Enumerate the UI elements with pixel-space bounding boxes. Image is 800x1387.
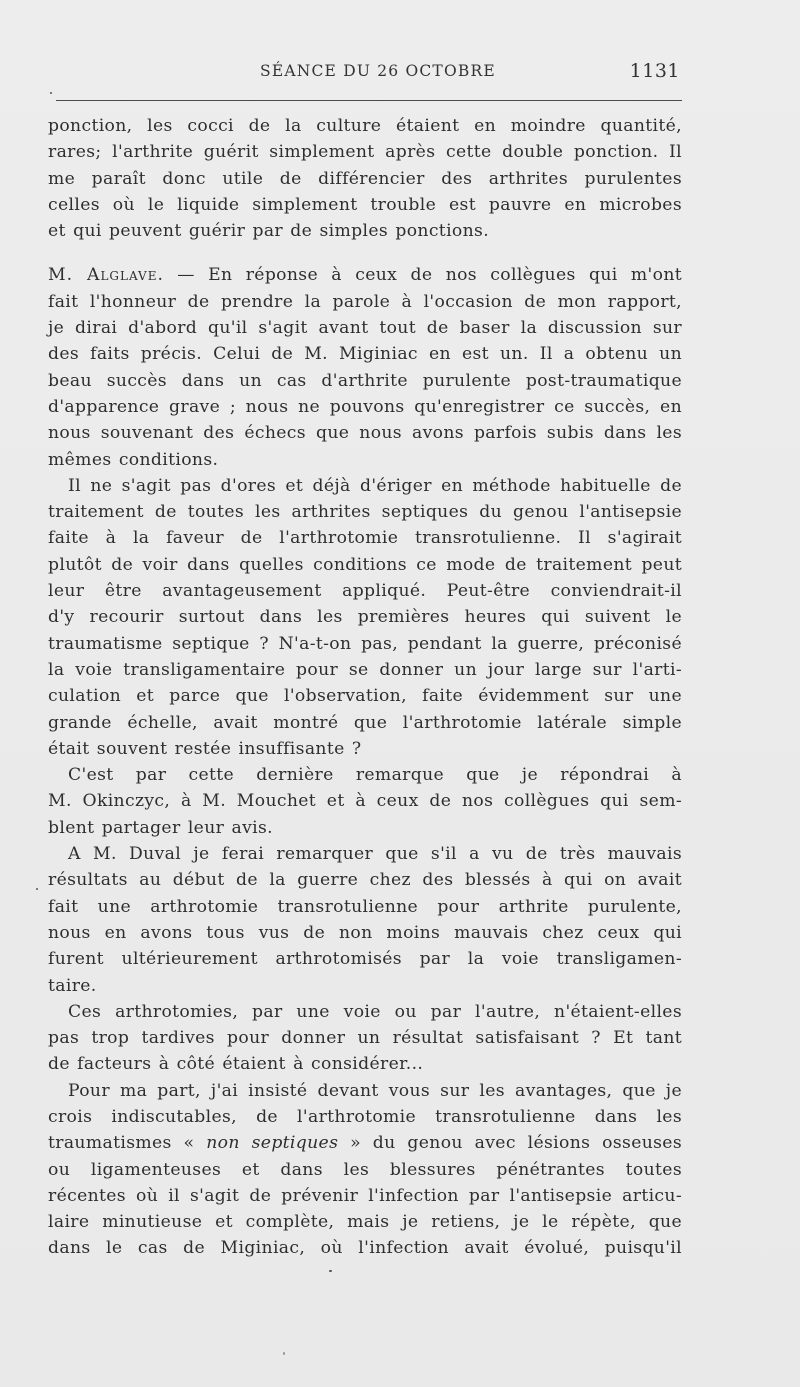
text-line: d'apparence grave ; nous ne pouvons qu'enregistrer ce succès, en: [48, 396, 682, 417]
text-line: fait l'honneur de prendre la parole à l'occasion de mon rapport,: [48, 291, 682, 312]
text-line: des faits précis. Celui de M. Miginiac en est un. Il a obtenu un: [48, 344, 682, 365]
paragraph-7: [48, 1078, 682, 1262]
text-line: grande échelle, avait montré que l'arthrotomie latérale simple: [48, 712, 682, 733]
text-line: traumatisme septique ? N'a-t-on pas, pendant la guerre, préconisé: [48, 633, 682, 654]
text-line: M. Okinczyc, à M. Mouchet et à ceux de nos collègues qui sem-: [48, 791, 682, 812]
print-speck: [283, 1352, 285, 1355]
text-line: pas trop tardives pour donner un résultat satisfaisant ? Et tant: [48, 1028, 682, 1049]
italic-emphasis: non septiques: [206, 1133, 339, 1154]
text-line: culation et parce que l'observation, faite évidemment sur une: [48, 686, 682, 707]
page-number: 1131: [629, 60, 680, 82]
print-speck: [329, 1270, 332, 1272]
text-line: leur être avantageusement appliqué. Peut-être conviendrait-il: [48, 581, 682, 602]
text-line: blent partager leur avis.: [48, 817, 273, 838]
text-line: [48, 1130, 682, 1156]
text-line: C'est par cette dernière remarque que je répondrai à: [68, 765, 682, 786]
text-line: Pour ma part, j'ai insisté devant vous sur les avantages, que je: [68, 1080, 682, 1101]
running-title: SÉANCE DU 26 OCTOBRE: [260, 62, 496, 80]
text-line: taire.: [48, 975, 97, 996]
text-line: laire minutieuse et complète, mais je retiens, je le répète, que: [48, 1212, 682, 1233]
paragraph-4: [48, 762, 682, 841]
text-line: ponction, les cocci de la culture étaient en moindre quantité,: [48, 116, 682, 136]
text-line: ou ligamenteuses et dans les blessures pénétrantes toutes: [48, 1159, 682, 1180]
text-line: résultats au début de la guerre chez des blessés à qui on avait: [48, 870, 682, 891]
page-header: [48, 58, 684, 86]
text-line: nous souvenant des échecs que nous avons parfois subis dans les: [48, 423, 682, 444]
text-line: nous en avons tous vus de non moins mauvais chez ceux qui: [48, 922, 682, 943]
body-text: [48, 113, 682, 1262]
text-line: me paraît donc utile de différencier des arthrites purulentes: [48, 168, 682, 189]
text-line: rares; l'arthrite guérit simplement après cette double ponction. Il: [48, 142, 682, 163]
text-line: Ces arthrotomies, par une voie ou par l'autre, n'étaient-elles: [68, 1001, 682, 1022]
paragraph-6: [48, 999, 682, 1078]
text-line: fait une arthrotomie transrotulienne pour arthrite purulente,: [48, 896, 682, 917]
text-line: A M. Duval je ferai remarquer que s'il a vu de très mauvais: [68, 844, 682, 865]
paragraph-3: [48, 473, 682, 762]
text-line: la voie transligamentaire pour se donner un jour large sur l'arti-: [48, 659, 682, 680]
paragraph-5: [48, 841, 682, 999]
paragraph-spacer: [48, 244, 682, 262]
text-line: traitement de toutes les arthrites septiques du genou l'antisepsie: [48, 502, 682, 523]
text-line: furent ultérieurement arthrotomisés par la voie transligamen-: [48, 949, 682, 970]
text-line: crois indiscutables, de l'arthrotomie transrotulienne dans les: [48, 1106, 682, 1127]
text-line: celles où le liquide simplement trouble est pauvre en microbes: [48, 194, 682, 215]
print-speck: [50, 92, 52, 94]
text-line: [48, 262, 682, 288]
text-line: plutôt de voir dans quelles conditions ce mode de traitement peut: [48, 554, 682, 575]
text-line: dans le cas de Miginiac, où l'infection avait évolué, puisqu'il: [48, 1238, 682, 1259]
text-fragment: traumatismes «: [48, 1133, 207, 1154]
paragraph-2: [48, 262, 682, 472]
text-line: était souvent restée insuffisante ?: [48, 738, 362, 759]
text-line: beau succès dans un cas d'arthrite purulente post-traumatique: [48, 370, 682, 391]
text-fragment: » du genou avec lésions osseuses: [338, 1133, 682, 1154]
paragraph-1: [48, 113, 682, 244]
text-line: Il ne s'agit pas d'ores et déjà d'ériger en méthode habituelle de: [68, 475, 682, 496]
speaker-name: M. Alglave.: [48, 265, 164, 286]
header-rule: [56, 100, 682, 101]
text-line: de facteurs à côté étaient à considérer...: [48, 1054, 424, 1075]
text-line: je dirai d'abord qu'il s'agit avant tout de baser la discussion sur: [48, 318, 682, 339]
text-line: d'y recourir surtout dans les premières heures qui suivent le: [48, 607, 682, 628]
text-line: mêmes conditions.: [48, 449, 219, 470]
print-speck: [36, 888, 38, 890]
text-line: récentes où il s'agit de prévenir l'infection par l'antisepsie articu-: [48, 1185, 682, 1206]
text-line: faite à la faveur de l'arthrotomie transrotulienne. Il s'agirait: [48, 528, 682, 549]
text-line: et qui peuvent guérir par de simples ponctions.: [48, 221, 490, 242]
speaker-text: — En réponse à ceux de nos collègues qui m'ont: [163, 265, 683, 286]
